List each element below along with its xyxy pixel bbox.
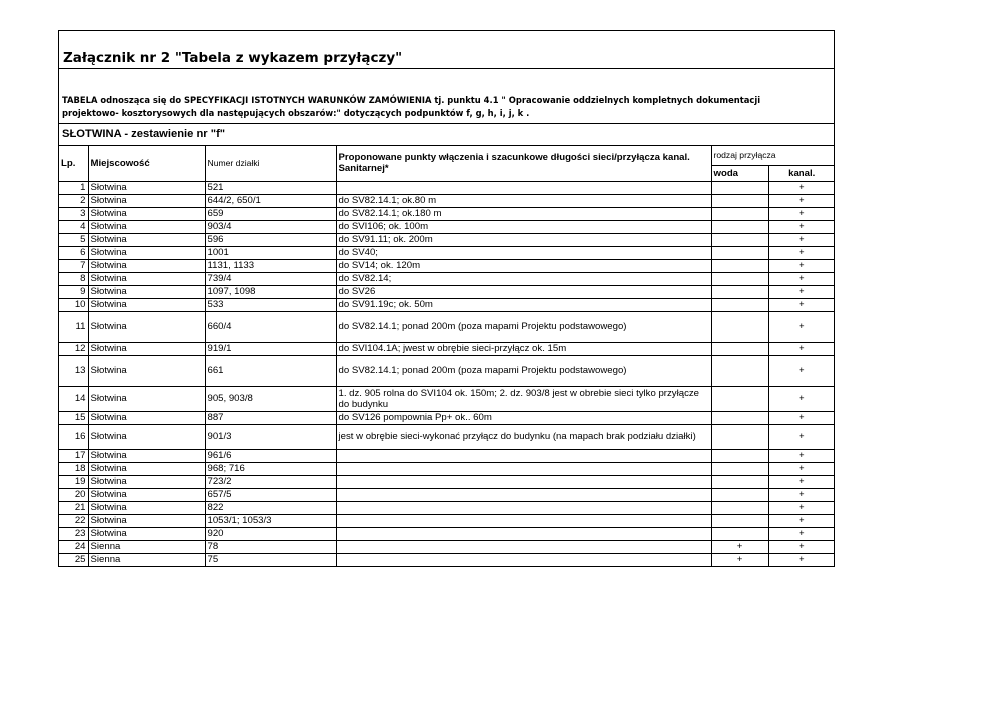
row-numer-cell: 961/6 [205,449,336,462]
row-miejscowosc-cell: Słotwina [88,298,205,311]
row-lp-cell: 14 [59,386,88,411]
row-kanal-cell: + [768,194,835,207]
row-lp-cell: 18 [59,462,88,475]
connections-table [59,146,835,567]
table-row [59,386,835,411]
spreadsheet-sheet [58,30,835,567]
intro-line-2: projektowo- kosztorysowych dla następujących obszarów:" dotyczących podpunktów f, g, h, i, j, k . [62,108,530,118]
row-kanal-cell: + [768,411,835,424]
row-lp-cell: 17 [59,449,88,462]
table-row [59,246,835,259]
row-kanal-cell: + [768,342,835,355]
row-woda-cell [711,259,768,272]
row-miejscowosc-cell: Słotwina [88,220,205,233]
row-numer-cell: 968; 716 [205,462,336,475]
table-row [59,475,835,488]
row-kanal-cell: + [768,355,835,386]
table-row [59,311,835,342]
row-kanal-cell: + [768,540,835,553]
row-opis-cell [336,462,711,475]
row-numer-cell: 75 [205,553,336,566]
row-woda-cell [711,285,768,298]
row-numer-cell: 739/4 [205,272,336,285]
table-body [59,181,835,566]
row-lp-cell: 16 [59,424,88,449]
row-lp-cell: 10 [59,298,88,311]
row-woda-cell [711,220,768,233]
row-numer-cell: 660/4 [205,311,336,342]
row-miejscowosc-cell: Słotwina [88,194,205,207]
row-kanal-cell: + [768,181,835,194]
table-row [59,501,835,514]
row-kanal-cell: + [768,514,835,527]
row-lp-cell: 11 [59,311,88,342]
document-title: Załącznik nr 2 "Tabela z wykazem przyłączy" [59,31,834,69]
row-lp-cell: 9 [59,285,88,298]
row-numer-cell: 657/5 [205,488,336,501]
row-lp-cell: 1 [59,181,88,194]
row-opis-cell: do SV14; ok. 120m [336,259,711,272]
row-opis-cell: do SV82.14; [336,272,711,285]
row-numer-cell: 661 [205,355,336,386]
row-miejscowosc-cell: Słotwina [88,488,205,501]
row-woda-cell [711,342,768,355]
row-woda-cell [711,194,768,207]
row-miejscowosc-cell: Słotwina [88,527,205,540]
row-numer-cell: 822 [205,501,336,514]
row-kanal-cell: + [768,246,835,259]
row-opis-cell [336,488,711,501]
table-row [59,355,835,386]
row-miejscowosc-cell: Słotwina [88,285,205,298]
header-proponowane: Proponowane punkty włączenia i szacunkowe długości sieci/przyłącza kanal. Sanitarnej* [336,146,711,181]
row-woda-cell [711,272,768,285]
row-woda-cell [711,527,768,540]
row-miejscowosc-cell: Sienna [88,540,205,553]
row-numer-cell: 901/3 [205,424,336,449]
row-kanal-cell: + [768,527,835,540]
table-row [59,298,835,311]
row-miejscowosc-cell: Słotwina [88,475,205,488]
header-numer: Numer działki [205,146,336,181]
row-opis-cell [336,553,711,566]
header-rodzaj: rodzaj przyłącza [711,146,835,165]
table-row [59,259,835,272]
row-lp-cell: 20 [59,488,88,501]
row-numer-cell: 1131, 1133 [205,259,336,272]
header-kanal: kanal. [768,165,835,181]
table-row [59,411,835,424]
row-woda-cell [711,501,768,514]
row-miejscowosc-cell: Słotwina [88,259,205,272]
row-kanal-cell: + [768,501,835,514]
header-row [59,146,835,165]
row-opis-cell: do SV26 [336,285,711,298]
row-kanal-cell: + [768,220,835,233]
row-opis-cell: do SVI104.1A; jwest w obrębie sieci-przyłącz ok. 15m [336,342,711,355]
row-numer-cell: 659 [205,207,336,220]
row-lp-cell: 7 [59,259,88,272]
row-numer-cell: 644/2, 650/1 [205,194,336,207]
row-numer-cell: 1053/1; 1053/3 [205,514,336,527]
row-kanal-cell: + [768,488,835,501]
row-woda-cell [711,233,768,246]
row-kanal-cell: + [768,424,835,449]
row-opis-cell [336,527,711,540]
table-row [59,220,835,233]
row-miejscowosc-cell: Słotwina [88,424,205,449]
row-miejscowosc-cell: Sienna [88,553,205,566]
row-opis-cell: do SV82.14.1; ponad 200m (poza mapami Projektu podstawowego) [336,355,711,386]
row-lp-cell: 24 [59,540,88,553]
table-row [59,194,835,207]
table-row [59,233,835,246]
row-kanal-cell: + [768,285,835,298]
header-lp: Lp. [59,146,88,181]
row-opis-cell: 1. dz. 905 rolna do SVI104 ok. 150m; 2. dz. 903/8 jest w obrebie sieci tylko przyłącze do budynku [336,386,711,411]
row-lp-cell: 12 [59,342,88,355]
row-lp-cell: 22 [59,514,88,527]
row-woda-cell [711,462,768,475]
row-kanal-cell: + [768,207,835,220]
table-row [59,342,835,355]
row-opis-cell: do SV126 pompownia Pp+ ok.. 60m [336,411,711,424]
row-woda-cell [711,207,768,220]
row-miejscowosc-cell: Słotwina [88,411,205,424]
row-numer-cell: 533 [205,298,336,311]
row-lp-cell: 25 [59,553,88,566]
row-woda-cell [711,246,768,259]
row-kanal-cell: + [768,449,835,462]
table-row [59,207,835,220]
row-woda-cell [711,475,768,488]
table-row [59,514,835,527]
row-kanal-cell: + [768,298,835,311]
row-opis-cell: do SV40; [336,246,711,259]
row-miejscowosc-cell: Słotwina [88,386,205,411]
row-numer-cell: 905, 903/8 [205,386,336,411]
row-opis-cell [336,181,711,194]
row-miejscowosc-cell: Słotwina [88,342,205,355]
row-numer-cell: 919/1 [205,342,336,355]
row-opis-cell: do SV82.14.1; ok.180 m [336,207,711,220]
table-row [59,424,835,449]
row-woda-cell [711,311,768,342]
table-row [59,540,835,553]
row-lp-cell: 23 [59,527,88,540]
row-numer-cell: 521 [205,181,336,194]
row-numer-cell: 1097, 1098 [205,285,336,298]
table-row [59,527,835,540]
row-woda-cell: + [711,540,768,553]
intro-text [59,69,834,124]
row-kanal-cell: + [768,462,835,475]
row-numer-cell: 78 [205,540,336,553]
table-row [59,285,835,298]
header-woda: woda [711,165,768,181]
row-opis-cell: do SV91.11; ok. 200m [336,233,711,246]
row-lp-cell: 4 [59,220,88,233]
row-numer-cell: 723/2 [205,475,336,488]
row-opis-cell: do SV82.14.1; ok.80 m [336,194,711,207]
section-subtitle: SŁOTWINA - zestawienie nr "f" [59,124,834,146]
row-woda-cell: + [711,553,768,566]
row-kanal-cell: + [768,386,835,411]
row-miejscowosc-cell: Słotwina [88,207,205,220]
table-row [59,488,835,501]
row-miejscowosc-cell: Słotwina [88,355,205,386]
row-kanal-cell: + [768,259,835,272]
row-lp-cell: 15 [59,411,88,424]
table-row [59,181,835,194]
row-opis-cell: do SV82.14.1; ponad 200m (poza mapami Projektu podstawowego) [336,311,711,342]
row-numer-cell: 596 [205,233,336,246]
row-lp-cell: 13 [59,355,88,386]
row-kanal-cell: + [768,553,835,566]
header-miejscowosc: Miejscowość [88,146,205,181]
row-woda-cell [711,386,768,411]
row-woda-cell [711,488,768,501]
row-kanal-cell: + [768,475,835,488]
row-numer-cell: 1001 [205,246,336,259]
row-woda-cell [711,181,768,194]
row-miejscowosc-cell: Słotwina [88,233,205,246]
table-row [59,553,835,566]
row-kanal-cell: + [768,233,835,246]
row-opis-cell [336,514,711,527]
row-miejscowosc-cell: Słotwina [88,181,205,194]
row-woda-cell [711,514,768,527]
row-lp-cell: 5 [59,233,88,246]
table-row [59,462,835,475]
table-row [59,272,835,285]
row-lp-cell: 3 [59,207,88,220]
intro-line-1: TABELA odnosząca się do SPECYFIKACJI ISTOTNYCH WARUNKÓW ZAMÓWIENIA tj. punktu 4.1 " Opracowanie oddzielnych kompletnych dokumentacji [62,95,761,105]
row-opis-cell: do SVI106; ok. 100m [336,220,711,233]
row-opis-cell [336,449,711,462]
row-woda-cell [711,411,768,424]
row-numer-cell: 887 [205,411,336,424]
row-kanal-cell: + [768,311,835,342]
row-miejscowosc-cell: Słotwina [88,514,205,527]
row-woda-cell [711,424,768,449]
row-woda-cell [711,355,768,386]
row-woda-cell [711,449,768,462]
row-numer-cell: 903/4 [205,220,336,233]
row-opis-cell [336,501,711,514]
table-row [59,449,835,462]
row-kanal-cell: + [768,272,835,285]
row-miejscowosc-cell: Słotwina [88,449,205,462]
row-miejscowosc-cell: Słotwina [88,246,205,259]
row-opis-cell [336,475,711,488]
row-miejscowosc-cell: Słotwina [88,272,205,285]
row-lp-cell: 2 [59,194,88,207]
row-numer-cell: 920 [205,527,336,540]
row-lp-cell: 21 [59,501,88,514]
row-miejscowosc-cell: Słotwina [88,501,205,514]
row-opis-cell: do SV91.19c; ok. 50m [336,298,711,311]
row-miejscowosc-cell: Słotwina [88,462,205,475]
row-lp-cell: 19 [59,475,88,488]
row-lp-cell: 6 [59,246,88,259]
row-opis-cell: jest w obrębie sieci-wykonać przyłącz do budynku (na mapach brak podziału działki) [336,424,711,449]
row-lp-cell: 8 [59,272,88,285]
row-miejscowosc-cell: Słotwina [88,311,205,342]
row-opis-cell [336,540,711,553]
row-woda-cell [711,298,768,311]
